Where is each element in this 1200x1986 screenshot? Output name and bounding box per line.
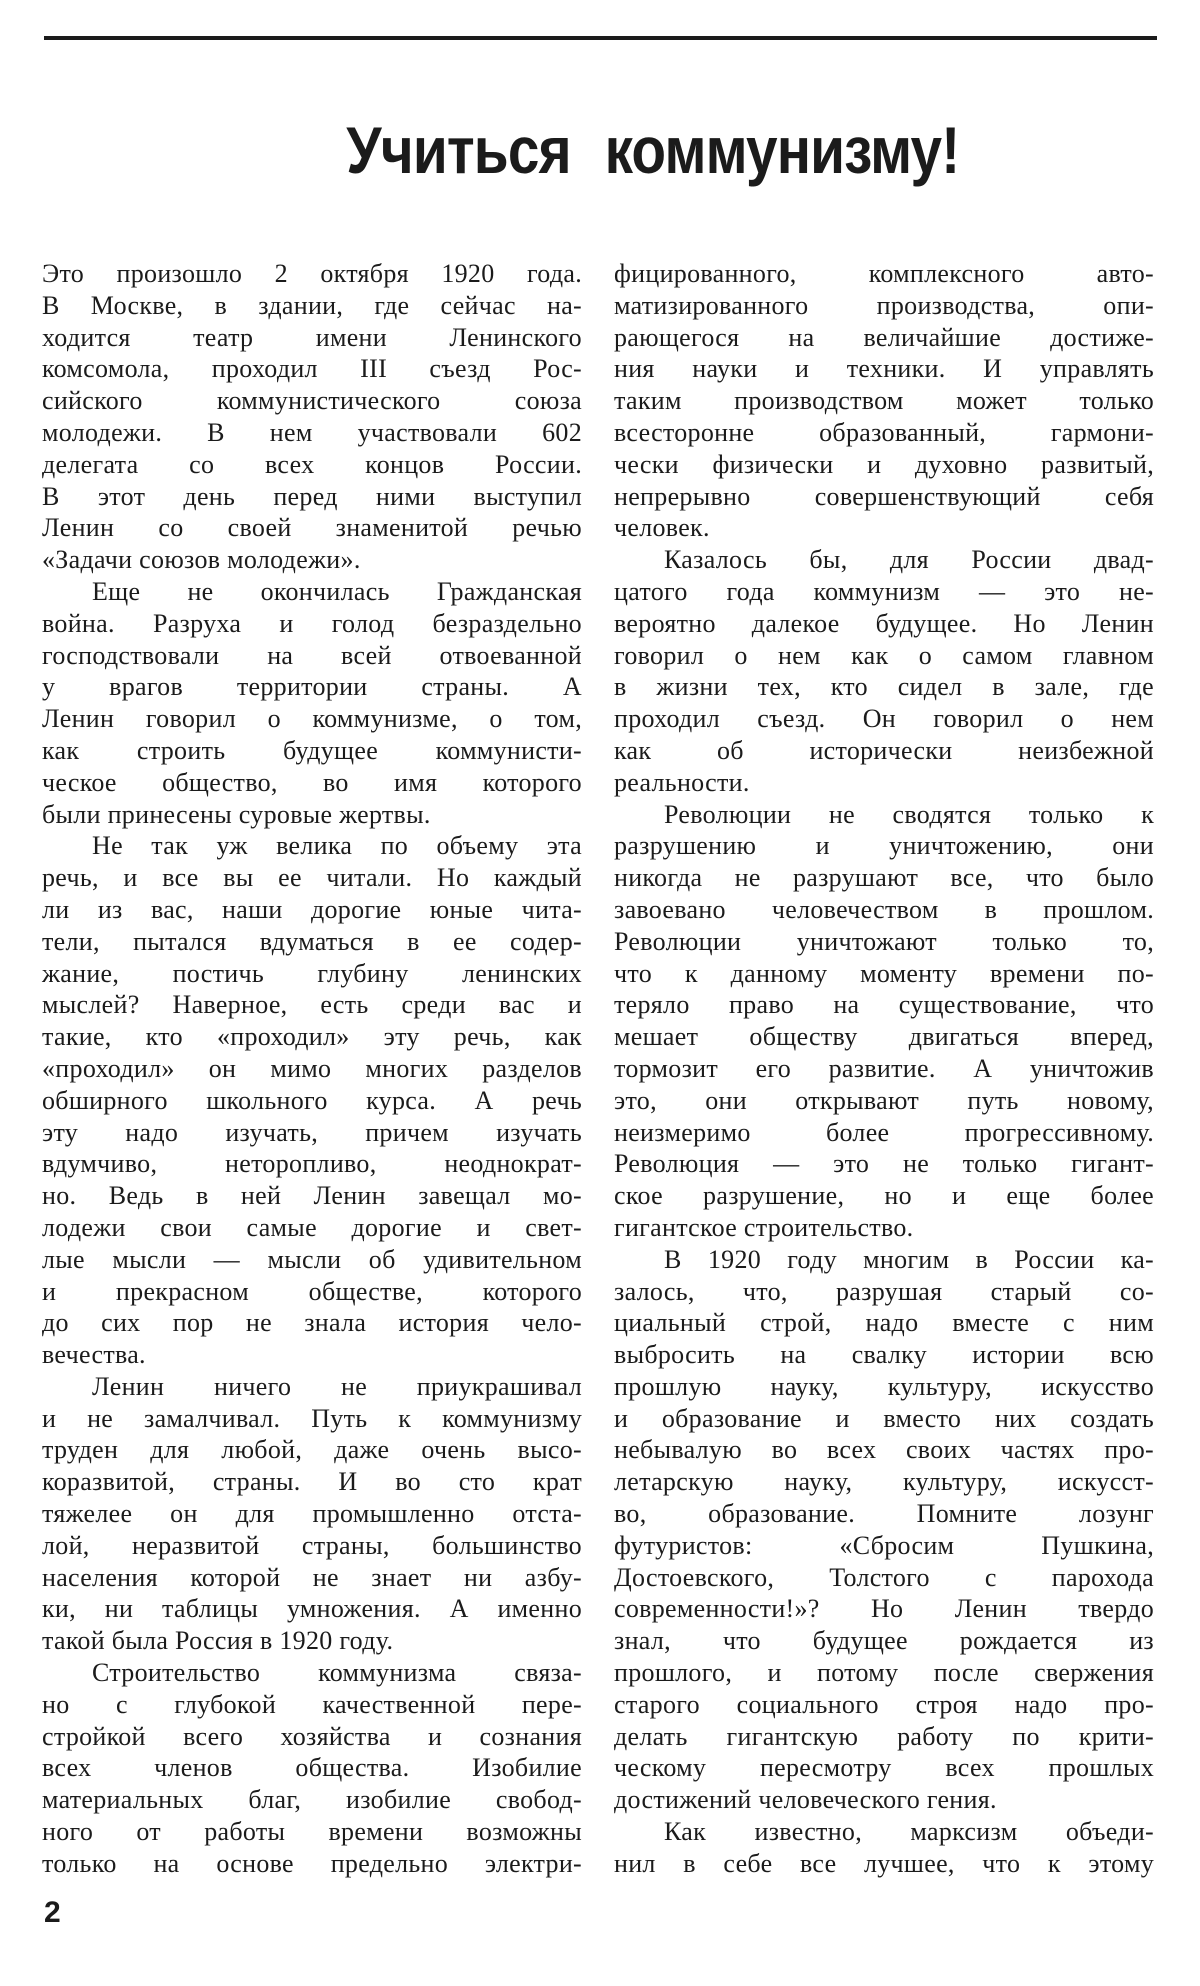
text-line: рающегося на величайшие достиже- [614,322,1154,352]
text-line: но с глубокой качественной пере- [42,1689,582,1719]
text-line: Не так уж велика по объему эта [92,831,582,861]
text-line: выбросить на свалку истории всю [614,1340,1154,1370]
text-line: труден для любой, даже очень высо- [42,1435,582,1465]
text-line: лодежи свои самые дорогие и свет- [42,1212,582,1242]
text-line: вдумчиво, неторопливо, неоднократ- [42,1149,582,1179]
text-line: знал, что будущее рождается из [614,1626,1154,1656]
text-line: стройкой всего хозяйства и сознания [42,1721,582,1751]
text-line: ного от работы времени возможны [42,1817,582,1847]
text-line: старого социального строя надо про- [614,1689,1154,1719]
text-line: нил в себе все лучшее, что к этому [614,1848,1154,1878]
text-line: делать гигантскую работу по крити- [614,1721,1154,1751]
text-column-left [42,258,582,1880]
text-line: «Задачи союзов молодежи». [42,545,361,575]
text-line: у врагов территории страны. А [42,672,582,702]
text-line: Как известно, марксизм объеди- [664,1817,1154,1847]
text-line: залось, что, разрушая старый со- [614,1276,1154,1306]
text-line: эту надо изучать, причем изучать [42,1117,582,1147]
text-line: тормозит его развитие. А уничтожив [614,1053,1154,1083]
text-line: это, они открывают путь новому, [614,1085,1154,1115]
text-line: как об исторически неизбежной [614,735,1154,765]
text-line: тяжелее он для промышленно отста- [42,1499,582,1529]
text-line: Революция — это не только гигант- [614,1149,1154,1179]
text-line: чески физически и духовно развитый, [614,449,1154,479]
top-rule [44,36,1157,40]
text-line: ческому пересмотру всех прошлых [614,1753,1154,1783]
text-line: мешает обществу двигаться вперед, [614,1022,1154,1052]
text-line: футуристов: «Сбросим Пушкина, [614,1530,1154,1560]
text-line: материальных благ, изобилие свобод- [42,1785,582,1815]
text-line: тели, пытался вдуматься в ее содер- [42,926,582,956]
text-column-right [614,258,1154,1880]
text-line: вероятно далекое будущее. Но Ленин [614,608,1154,638]
text-line: В Москве, в здании, где сейчас на- [42,290,582,320]
text-line: непрерывно совершенствующий себя [614,481,1154,511]
text-line: прошлую науку, культуру, искусство [614,1371,1154,1401]
text-line: Достоевского, Толстого с парохода [614,1562,1154,1592]
text-line: такой была Россия в 1920 году. [42,1626,394,1656]
text-line: прошлого, и потому после свержения [614,1658,1154,1688]
text-line: и прекрасном обществе, которого [42,1276,582,1306]
text-line: война. Разруха и голод безраздельно [42,608,582,638]
text-line: и не замалчивал. Путь к коммунизму [42,1403,582,1433]
text-line: во, образование. Помните лозунг [614,1499,1154,1529]
text-line: мыслей? Наверное, есть среди вас и [42,990,582,1020]
text-line: всех членов общества. Изобилие [42,1753,582,1783]
text-line: В 1920 году многим в России ка- [664,1244,1154,1274]
text-line: человек. [614,513,710,543]
text-line: такие, кто «проходил» эту речь, как [42,1022,582,1052]
text-line: вечества. [42,1340,146,1370]
page-number: 2 [44,1896,61,1929]
text-line: молодежи. В нем участвовали 602 [42,417,582,447]
text-line: лой, неразвитой страны, большинство [42,1530,582,1560]
text-line: комсомола, проходил III съезд Рос- [42,354,582,384]
text-line: неизмеримо более прогрессивному. [614,1117,1154,1147]
text-line: теряло право на существование, что [614,990,1154,1020]
text-line: цатого года коммунизм — это не- [614,576,1154,606]
text-line: как строить будущее коммунисти- [42,735,582,765]
text-line: сийского коммунистического союза [42,386,582,416]
text-line: только на основе предельно электри- [42,1848,582,1878]
text-line: Строительство коммунизма связа- [92,1658,582,1688]
text-line: летарскую науку, культуру, искусст- [614,1467,1154,1497]
text-line: реальности. [614,767,750,797]
text-line: господствовали на всей отвоеванной [42,640,582,670]
text-line: ния науки и техники. И управлять [614,354,1154,384]
text-line: никогда не разрушают все, что было [614,863,1154,893]
text-line: жание, постичь глубину ленинских [42,958,582,988]
text-line: Казалось бы, для России двад- [664,545,1154,575]
text-line: но. Ведь в ней Ленин завещал мо- [42,1181,582,1211]
text-line: Революции уничтожают только то, [614,926,1154,956]
text-line: Ленин со своей знаменитой речью [42,513,582,543]
text-line: фицированного, комплексного авто- [614,259,1154,288]
text-line: завоевано человечеством в прошлом. [614,894,1154,924]
text-line: до сих пор не знала история чело- [42,1308,582,1338]
text-line: ское разрушение, но и еще более [614,1181,1154,1211]
text-line: матизированного производства, опи- [614,290,1154,320]
text-line: обширного школьного курса. А речь [42,1085,582,1115]
text-line: населения которой не знает ни азбу- [42,1562,582,1592]
text-line: достижений человеческого гения. [614,1785,997,1815]
text-line: и образование и вместо них создать [614,1403,1154,1433]
text-line: Ленин ничего не приукрашивал [92,1371,582,1401]
text-line: «проходил» он мимо многих разделов [42,1053,582,1083]
text-line: небывалую во всех своих частях про- [614,1435,1154,1465]
text-line: Это произошло 2 октября 1920 года. [42,259,582,288]
text-line: разрушению и уничтожению, они [614,831,1154,861]
text-line: всесторонне образованный, гармони- [614,417,1154,447]
text-line: лые мысли — мысли об удивительном [42,1244,582,1274]
text-line: проходил съезд. Он говорил о нем [614,704,1154,734]
article-title: Учиться коммунизму! [346,113,960,187]
text-line: циальный строй, надо вместе с ним [614,1308,1154,1338]
text-line: ки, ни таблицы умножения. А именно [42,1594,582,1624]
text-line: делегата со всех концов России. [42,449,582,479]
text-line: ческое общество, во имя которого [42,767,582,797]
text-line: коразвитой, страны. И во сто крат [42,1467,582,1497]
text-line: В этот день перед ними выступил [42,481,582,511]
text-line: речь, и все вы ее читали. Но каждый [42,863,582,893]
text-line: что к данному моменту времени по- [614,958,1154,988]
text-line: гигантское строительство. [614,1212,914,1242]
text-line: говорил о нем как о самом главном [614,640,1154,670]
text-line: таким производством может только [614,386,1154,416]
text-line: Еще не окончилась Гражданская [92,576,582,606]
text-line: ли из вас, наши дорогие юные чита- [42,894,582,924]
text-line: ходится театр имени Ленинского [42,322,582,352]
text-line: современности!»? Но Ленин твердо [614,1594,1154,1624]
text-line: были принесены суровые жертвы. [42,799,431,829]
text-line: в жизни тех, кто сидел в зале, где [614,672,1154,702]
text-line: Ленин говорил о коммунизме, о том, [42,704,582,734]
text-line: Революции не сводятся только к [664,799,1154,829]
